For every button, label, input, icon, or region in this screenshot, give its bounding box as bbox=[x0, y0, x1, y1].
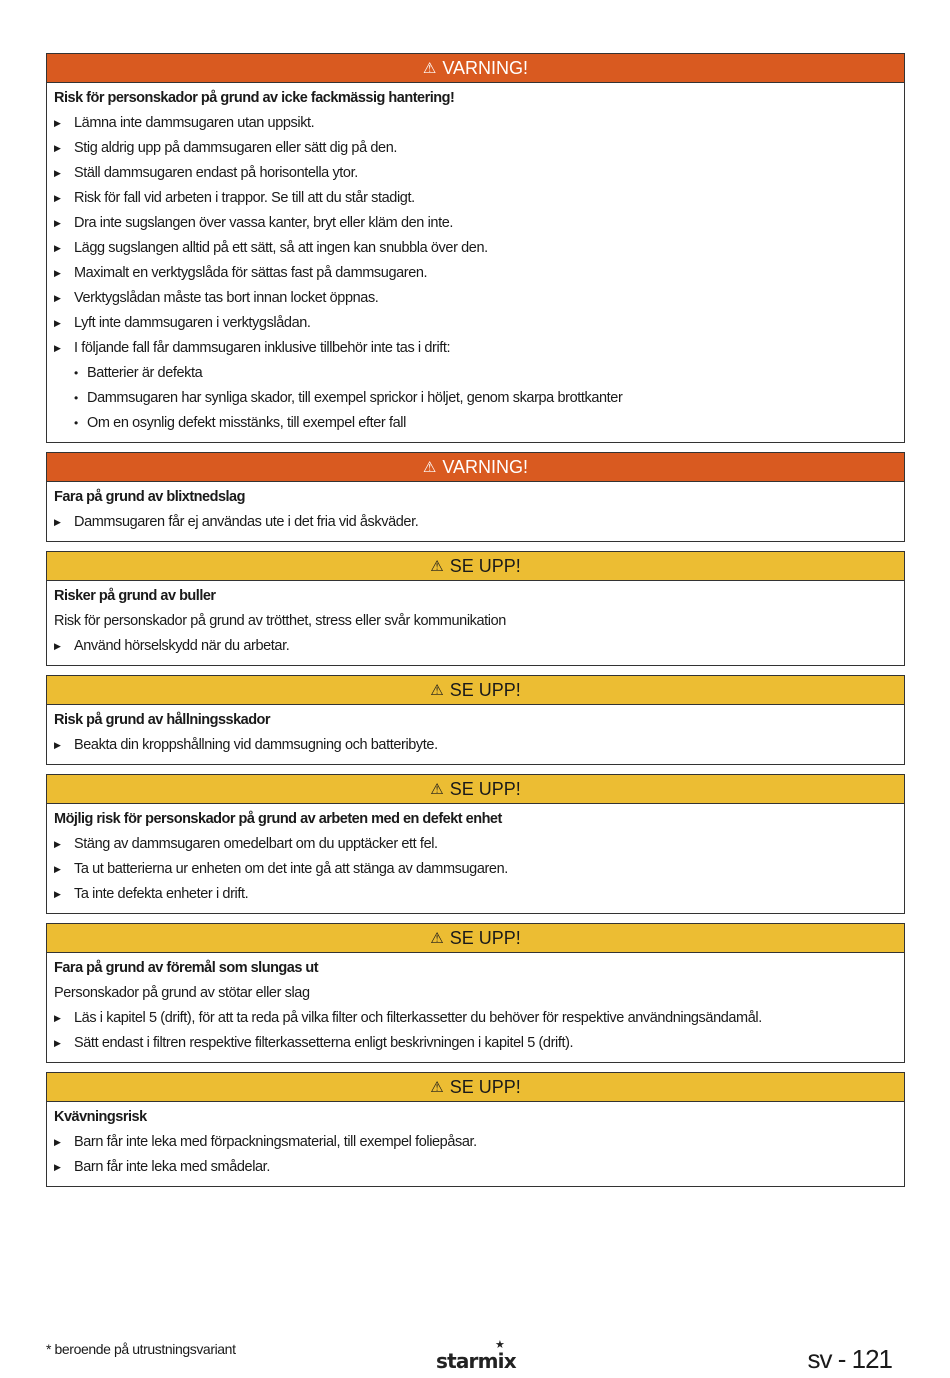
list-item-text: Lyft inte dammsugaren i verktygslådan. bbox=[74, 315, 311, 331]
triangle-right-bullet-icon: ▶ bbox=[54, 864, 61, 874]
list-item-text: Lägg sugslangen alltid på ett sätt, så att ingen kan snubbla över den. bbox=[74, 240, 488, 256]
triangle-right-bullet-icon: ▶ bbox=[54, 1013, 61, 1023]
notice-text bbox=[54, 981, 898, 1006]
list-item-text: Stig aldrig upp på dammsugaren eller sätt dig på den. bbox=[74, 140, 397, 156]
notice-header-label: SE UPP! bbox=[449, 556, 521, 576]
list-item bbox=[54, 411, 898, 436]
triangle-right-bullet-icon: ▶ bbox=[54, 1038, 61, 1048]
list-item-text: Personskador på grund av stötar eller slag bbox=[54, 985, 310, 1001]
notice-body bbox=[47, 953, 904, 1062]
triangle-right-bullet-icon: ▶ bbox=[54, 293, 61, 303]
dot-bullet-icon: • bbox=[74, 366, 78, 380]
notice-header-label: VARNING! bbox=[442, 457, 529, 477]
list-item bbox=[54, 361, 898, 386]
list-item-text: Maximalt en verktygslåda för sättas fast på dammsugaren. bbox=[74, 265, 428, 281]
list-item bbox=[54, 111, 898, 136]
notice-title: Fara på grund av föremål som slungas ut bbox=[54, 960, 319, 976]
list-item bbox=[54, 1155, 898, 1180]
notice-title: Fara på grund av blixtnedslag bbox=[54, 489, 245, 505]
starmix-logo bbox=[436, 1338, 516, 1373]
notice-header bbox=[47, 775, 904, 804]
list-item-text: Ta inte defekta enheter i drift. bbox=[74, 886, 249, 902]
list-item-text: Batterier är defekta bbox=[87, 365, 203, 381]
triangle-right-bullet-icon: ▶ bbox=[54, 839, 61, 849]
list-item-text: Dra inte sugslangen över vassa kanter, bryt eller kläm den inte. bbox=[74, 215, 453, 231]
list-item bbox=[54, 733, 898, 758]
safety-notices bbox=[46, 53, 905, 1196]
triangle-right-bullet-icon: ▶ bbox=[54, 517, 61, 527]
list-item bbox=[54, 211, 898, 236]
list-item bbox=[54, 510, 898, 535]
list-item bbox=[54, 236, 898, 261]
warning-triangle-icon: ⚠ bbox=[430, 1079, 444, 1096]
notice-title: Möjlig risk för personskador på grund av arbeten med en defekt enhet bbox=[54, 811, 502, 827]
list-item-text: Lämna inte dammsugaren utan uppsikt. bbox=[74, 115, 315, 131]
triangle-right-bullet-icon: ▶ bbox=[54, 1137, 61, 1147]
notice-header bbox=[47, 453, 904, 482]
triangle-right-bullet-icon: ▶ bbox=[54, 1162, 61, 1172]
caution-box bbox=[46, 923, 905, 1063]
notice-header bbox=[47, 54, 904, 83]
warning-triangle-icon: ⚠ bbox=[430, 558, 444, 575]
notice-header-label: VARNING! bbox=[442, 58, 529, 78]
notice-header bbox=[47, 552, 904, 581]
list-item bbox=[54, 286, 898, 311]
page-number: sv - 121 bbox=[807, 1344, 892, 1374]
warning-triangle-icon: ⚠ bbox=[422, 459, 437, 476]
logo-text: starmix bbox=[436, 1349, 516, 1373]
list-item-text: Sätt endast i filtren respektive filterkassetterna enligt beskrivningen i kapitel 5 (drift). bbox=[74, 1035, 574, 1051]
list-item bbox=[54, 857, 898, 882]
warning-triangle-icon: ⚠ bbox=[430, 930, 444, 947]
notice-body bbox=[47, 581, 904, 665]
caution-box bbox=[46, 675, 905, 765]
warning-box bbox=[46, 53, 905, 443]
triangle-right-bullet-icon: ▶ bbox=[54, 889, 61, 899]
list-item-text: Barn får inte leka med smådelar. bbox=[74, 1159, 270, 1175]
list-item-text: Ta ut batterierna ur enheten om det inte gå att stänga av dammsugaren. bbox=[74, 861, 508, 877]
notice-title: Risk för personskador på grund av icke fackmässig hantering! bbox=[54, 90, 455, 106]
notice-body bbox=[47, 705, 904, 764]
list-item-text: Beakta din kroppshållning vid dammsugning och batteribyte. bbox=[74, 737, 438, 753]
caution-box bbox=[46, 1072, 905, 1187]
list-item-text: Stäng av dammsugaren omedelbart om du upptäcker ett fel. bbox=[74, 836, 438, 852]
notice-header bbox=[47, 676, 904, 705]
list-item bbox=[54, 186, 898, 211]
list-item-text: Barn får inte leka med förpackningsmaterial, till exempel foliepåsar. bbox=[74, 1134, 477, 1150]
list-item-text: Verktygslådan måste tas bort innan locket öppnas. bbox=[74, 290, 379, 306]
dot-bullet-icon: • bbox=[74, 416, 78, 430]
notice-header-label: SE UPP! bbox=[449, 779, 521, 799]
list-item bbox=[54, 634, 898, 659]
triangle-right-bullet-icon: ▶ bbox=[54, 318, 61, 328]
list-item bbox=[54, 311, 898, 336]
triangle-right-bullet-icon: ▶ bbox=[54, 343, 61, 353]
warning-triangle-icon: ⚠ bbox=[422, 60, 437, 77]
list-item bbox=[54, 882, 898, 907]
list-item-text: Läs i kapitel 5 (drift), för att ta reda på vilka filter och filterkassetter du behöver för respektive användningsändamål. bbox=[74, 1010, 762, 1026]
triangle-right-bullet-icon: ▶ bbox=[54, 168, 61, 178]
notice-body bbox=[47, 804, 904, 913]
triangle-right-bullet-icon: ▶ bbox=[54, 218, 61, 228]
list-item-text: Dammsugaren får ej användas ute i det fria vid åskväder. bbox=[74, 514, 419, 530]
triangle-right-bullet-icon: ▶ bbox=[54, 143, 61, 153]
list-item bbox=[54, 386, 898, 411]
list-item bbox=[54, 261, 898, 286]
triangle-right-bullet-icon: ▶ bbox=[54, 243, 61, 253]
triangle-right-bullet-icon: ▶ bbox=[54, 193, 61, 203]
logo-star-icon: ★ bbox=[495, 1338, 505, 1351]
triangle-right-bullet-icon: ▶ bbox=[54, 740, 61, 750]
list-item bbox=[54, 1130, 898, 1155]
list-item-text: I följande fall får dammsugaren inklusive tillbehör inte tas i drift: bbox=[74, 340, 451, 356]
footnote: * beroende på utrustningsvariant bbox=[46, 1341, 236, 1357]
list-item bbox=[54, 832, 898, 857]
list-item-text: Dammsugaren har synliga skador, till exempel sprickor i höljet, genom skarpa brottkanter bbox=[87, 390, 623, 406]
notice-title: Risker på grund av buller bbox=[54, 588, 216, 604]
warning-triangle-icon: ⚠ bbox=[430, 781, 444, 798]
notice-text bbox=[54, 609, 898, 634]
list-item-text: Om en osynlig defekt misstänks, till exempel efter fall bbox=[87, 415, 406, 431]
notice-header-label: SE UPP! bbox=[449, 1077, 521, 1097]
notice-title: Risk på grund av hållningsskador bbox=[54, 712, 271, 728]
list-item-text: Använd hörselskydd när du arbetar. bbox=[74, 638, 290, 654]
warning-triangle-icon: ⚠ bbox=[430, 682, 444, 699]
dot-bullet-icon: • bbox=[74, 391, 78, 405]
caution-box bbox=[46, 774, 905, 914]
notice-body bbox=[47, 83, 904, 442]
list-item-text: Ställ dammsugaren endast på horisontella ytor. bbox=[74, 165, 358, 181]
notice-body bbox=[47, 1102, 904, 1186]
triangle-right-bullet-icon: ▶ bbox=[54, 118, 61, 128]
list-item bbox=[54, 1031, 898, 1056]
notice-header bbox=[47, 924, 904, 953]
warning-box bbox=[46, 452, 905, 542]
list-item-text: Risk för personskador på grund av trötthet, stress eller svår kommunikation bbox=[54, 613, 506, 629]
caution-box bbox=[46, 551, 905, 666]
list-item bbox=[54, 336, 898, 361]
triangle-right-bullet-icon: ▶ bbox=[54, 268, 61, 278]
list-item-text: Risk för fall vid arbeten i trappor. Se till att du står stadigt. bbox=[74, 190, 415, 206]
list-item bbox=[54, 1006, 898, 1031]
triangle-right-bullet-icon: ▶ bbox=[54, 641, 61, 651]
notice-body bbox=[47, 482, 904, 541]
notice-header-label: SE UPP! bbox=[449, 928, 521, 948]
notice-header-label: SE UPP! bbox=[449, 680, 521, 700]
list-item bbox=[54, 136, 898, 161]
notice-header bbox=[47, 1073, 904, 1102]
list-item bbox=[54, 161, 898, 186]
notice-title: Kvävningsrisk bbox=[54, 1109, 147, 1125]
